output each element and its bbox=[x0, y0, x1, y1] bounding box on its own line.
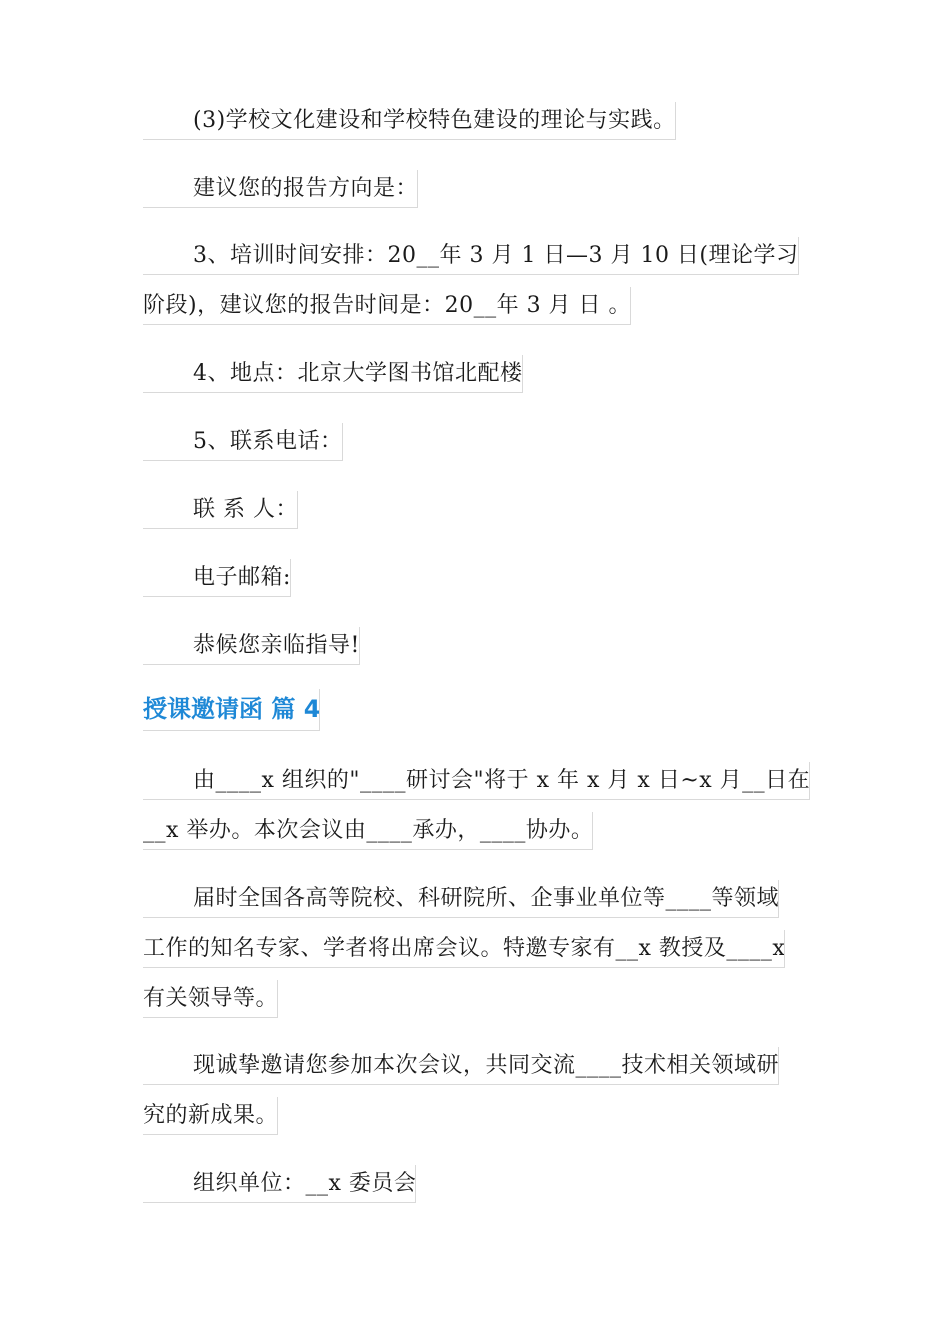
text-line bbox=[143, 563, 291, 593]
line-text: 联 系 人： bbox=[193, 497, 298, 522]
text-line bbox=[143, 291, 631, 321]
line-text: 现诚挚邀请您参加本次会议，共同交流____技术相关领域研 bbox=[193, 1053, 780, 1078]
text-line bbox=[143, 984, 278, 1014]
text-line bbox=[143, 766, 810, 796]
text-line bbox=[143, 1101, 278, 1131]
text-line bbox=[143, 359, 523, 389]
text-line bbox=[143, 1051, 779, 1081]
line-text: 工作的知名专家、学者将出席会议。特邀专家有__x 教授及____x bbox=[143, 936, 786, 961]
line-text: 建议您的报告方向是： bbox=[193, 176, 419, 201]
line-text: (3)学校文化建设和学校特色建设的理论与实践。 bbox=[193, 108, 676, 133]
line-text: 恭候您亲临指导! bbox=[193, 633, 360, 658]
line-text: 4、地点：北京大学图书馆北配楼 bbox=[193, 361, 523, 386]
text-line bbox=[143, 816, 593, 846]
line-text: 届时全国各高等院校、科研院所、企事业单位等____等领域 bbox=[193, 886, 780, 911]
line-text: 电子邮箱: bbox=[193, 565, 291, 590]
text-line bbox=[143, 884, 779, 914]
text-line bbox=[143, 631, 360, 661]
text-line bbox=[143, 174, 418, 204]
text-line bbox=[143, 1169, 416, 1199]
line-text: 有关领导等。 bbox=[143, 986, 279, 1011]
text-line bbox=[143, 427, 343, 457]
line-text: 组织单位：__x 委员会 bbox=[193, 1171, 417, 1196]
text-line bbox=[143, 934, 785, 964]
section-heading bbox=[143, 693, 320, 725]
text-line bbox=[143, 241, 799, 271]
line-text: 阶段)，建议您的报告时间是：20__年 3 月 日 。 bbox=[143, 293, 632, 318]
text-line bbox=[143, 106, 676, 136]
line-text: 5、联系电话： bbox=[193, 429, 343, 454]
line-text: 由____x 组织的"____研讨会"将于 x 年 x 月 x 日~x 月__日在 bbox=[193, 768, 811, 793]
line-text: 3、培训时间安排：20__年 3 月 1 日—3 月 10 日(理论学习 bbox=[193, 243, 799, 268]
heading-text: 授课邀请函 篇 4 bbox=[143, 695, 321, 723]
text-line bbox=[143, 495, 298, 525]
line-text: __x 举办。本次会议由____承办，____协办。 bbox=[143, 818, 594, 843]
line-text: 究的新成果。 bbox=[143, 1103, 279, 1128]
